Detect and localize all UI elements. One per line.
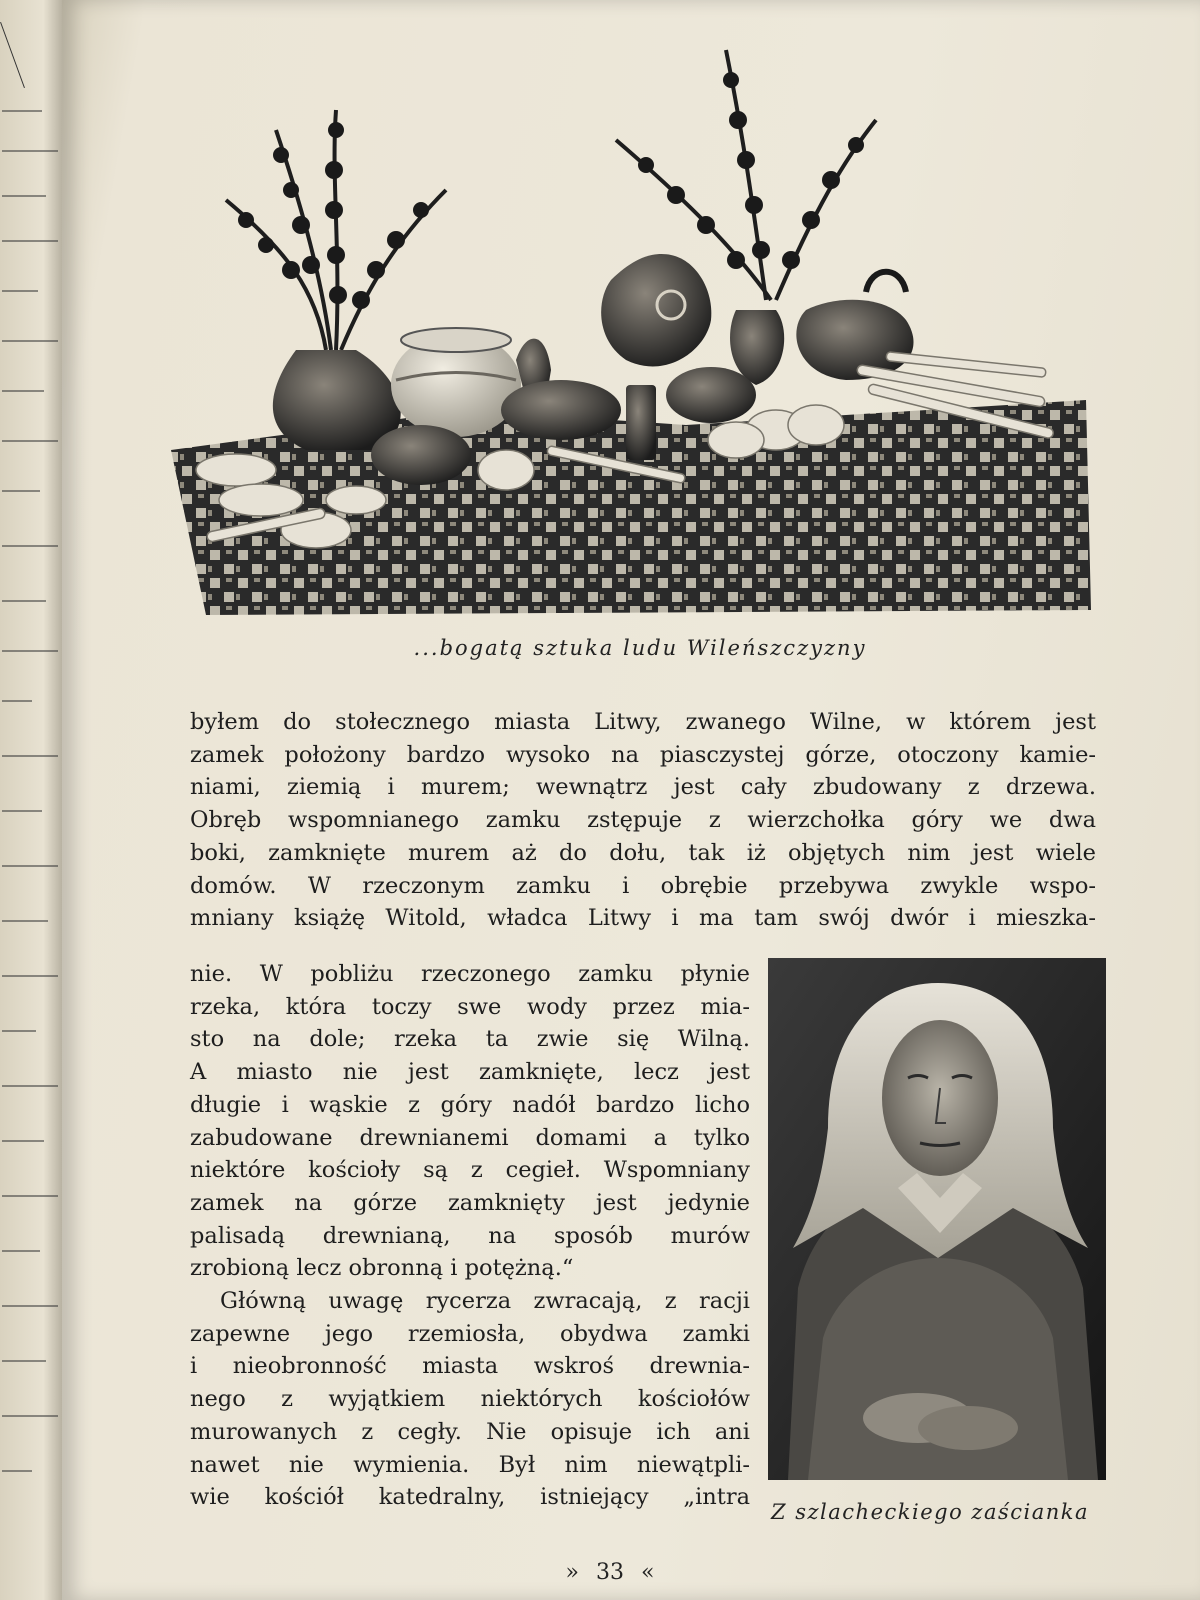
- portrait-caption: Z szlacheckiego zaścianka: [770, 1500, 1090, 1524]
- text-line: zabudowane drewnianemi domami a tylko: [190, 1124, 750, 1151]
- text-line: byłem do stołecznego miasta Litwy, zwanego Wilne, w którem jest: [190, 709, 1096, 735]
- text-line: rzeka, która toczy swe wody przez mia-: [190, 993, 750, 1020]
- text-line: nie. W pobliżu rzeczonego zamku płynie: [190, 961, 750, 987]
- body-text-full-width: [190, 706, 1096, 935]
- page-number-value: 33: [596, 1560, 624, 1585]
- text-line: murowanych z cegły. Nie opisuje ich ani: [190, 1418, 750, 1445]
- folk-art-photo: [166, 30, 1096, 620]
- page-number: [540, 1560, 680, 1585]
- text-line: niami, ziemią i murem; wewnątrz jest cały zbudowany z drzewa.: [190, 774, 1096, 801]
- page-number-left-mark: »: [565, 1560, 579, 1585]
- text-line: palisadą drewnianą, na sposób murów: [190, 1222, 750, 1249]
- page-number-right-mark: «: [641, 1560, 655, 1585]
- text-line: nego z wyjątkiem niektórych kościołów: [190, 1386, 750, 1413]
- text-line: i nieobronność miasta wskroś drewnia-: [190, 1353, 750, 1380]
- text-line: sto na dole; rzeka ta zwie się Wilną.: [190, 1026, 750, 1053]
- facing-page-edge: [0, 0, 62, 1600]
- text-line: Główną uwagę rycerza zwracają, z racji: [220, 1288, 750, 1315]
- text-line: zamek położony bardzo wysoko na piasczystej górze, otoczony kamie-: [190, 741, 1096, 768]
- text-line: niektóre kościoły są z cegieł. Wspomniany: [190, 1157, 750, 1184]
- top-photo-caption: ...bogatą sztuka ludu Wileńszczyzny: [413, 636, 867, 660]
- text-line: zapewne jego rzemiosła, obydwa zamki: [190, 1320, 750, 1347]
- text-line: zamek na górze zamknięty jest jedynie: [190, 1189, 750, 1216]
- text-line: nawet nie wymienia. Był nim niewątpli-: [190, 1451, 750, 1478]
- text-line: długie i wąskie z góry nadół bardzo licho: [190, 1091, 750, 1118]
- text-line: wie kościół katedralny, istniejący „intra: [190, 1484, 750, 1511]
- portrait-photo: [768, 958, 1106, 1480]
- text-line: mniany książę Witold, władca Litwy i ma tam swój dwór i mieszka-: [190, 905, 1096, 932]
- text-line: domów. W rzeczonym zamku i obrębie przebywa zwykle wspo-: [190, 872, 1096, 899]
- body-text-narrow-column: [190, 958, 750, 1514]
- text-line: A miasto nie jest zamknięte, lecz jest: [190, 1059, 750, 1086]
- text-line: Obręb wspomnianego zamku zstępuje z wierzchołka góry we dwa: [190, 807, 1096, 834]
- text-line: zrobioną lecz obronną i potężną.“: [190, 1255, 574, 1282]
- text-line: boki, zamknięte murem aż do dołu, tak iż objętych nim jest wiele: [190, 839, 1096, 866]
